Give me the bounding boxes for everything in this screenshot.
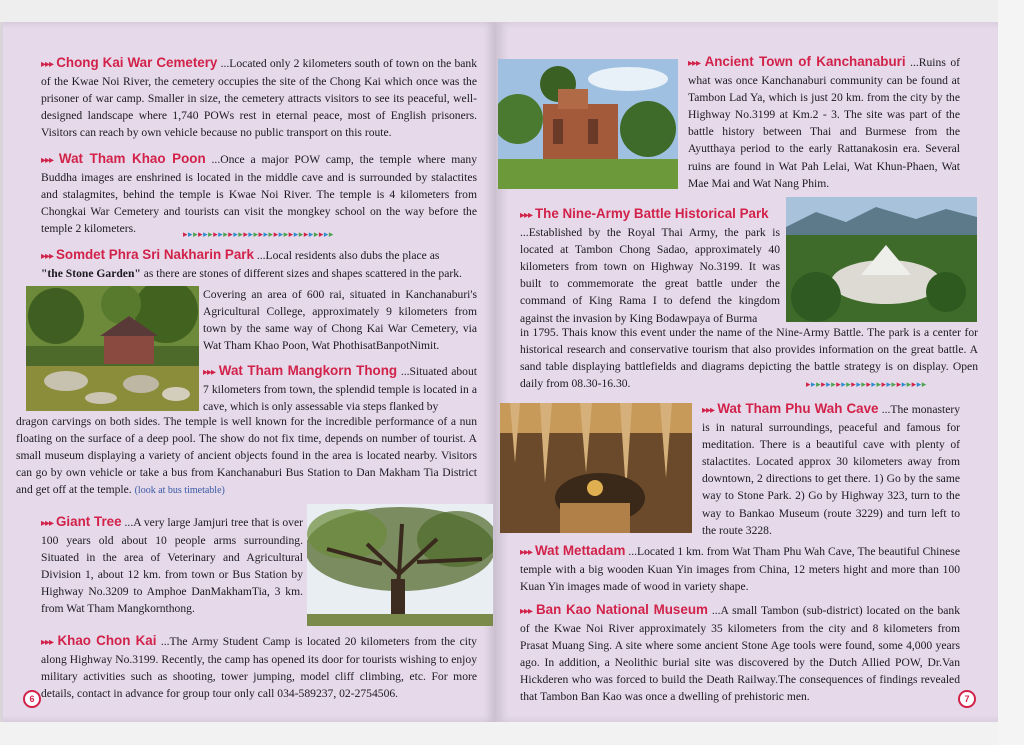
trail-arrow: ▸ (806, 379, 812, 389)
heading-arrows: ▸▸▸ (203, 367, 216, 378)
trail-arrow: ▸ (906, 379, 912, 389)
trail-arrow: ▸ (183, 229, 189, 239)
section-somdet-park-body (203, 286, 477, 354)
section-title: Khao Chon Kai (57, 633, 157, 648)
trail-arrow: ▸ (921, 379, 927, 389)
nine-army-park-photo (786, 197, 977, 322)
section-body: ...Situated about 7 kilometers from town, the splendid temple is located in a cave, which is only assessable via steps flanked by (203, 365, 477, 414)
giant-tree-photo (307, 504, 493, 626)
trail-arrow: ▸ (916, 379, 922, 389)
section-title: Ban Kao National Museum (535, 602, 708, 617)
trail-arrow: ▸ (911, 379, 917, 389)
section-body-wrap: Covering an area of 600 rai, situated in Kanchanaburi's Agricultural College, approximately 9 kilometers from town by the same way of Chong Kai War Cemetery, via Wat Tham Khao Poon, Wat PhothisatBanpotNimit. (203, 288, 477, 353)
section-body: ...Local residents also dubs the place as (256, 249, 440, 262)
section-body-continued: in 1795. Thais know this event under the name of the Nine-Army Battle. The park is a center for historical research and conservative tourism that also provides information on the great battle. A sand table displaying battlefields and diagrams depicting the battle strategy is on display. Open daily from 08.30-16.30. (520, 326, 978, 391)
trail-arrow: ▸ (851, 379, 857, 389)
stone-garden-quote: "the Stone Garden" (41, 267, 141, 281)
page-number: 6 (23, 690, 41, 708)
decorative-arrow-trail (806, 379, 927, 390)
trail-arrow: ▸ (846, 379, 852, 389)
section-body: ...A very large Jamjuri tree that is over 100 years old about 10 people arms surrounding. Situated in the area of Veterinary and Agricultural Division 1, about 12 km. from town or Bus Station by Highway No.3209 to Amphoe DanMakhamTia, 3 km. from Wat Tham Mangkornthong. (41, 516, 303, 616)
trail-arrow: ▸ (901, 379, 907, 389)
trail-arrow: ▸ (831, 379, 837, 389)
trail-arrow: ▸ (816, 379, 822, 389)
section-body-continued: dragon carvings on both sides. The temple is well known for the incredible performance of a nun floating on the surface of a deep pool. The show do not fix time, depends on number of tourist. A small museum displaying a variety of ancient objects found in the area is located nearby. Visitors can go by own vehicle or take a bus from Kanchanaburi Bus Station to Dan Makham Tia District and get off at the temple. (16, 415, 477, 497)
section-somdet-park-intro (41, 246, 477, 282)
ancient-town-ruins-photo (498, 59, 678, 189)
page-number: 7 (958, 690, 976, 708)
scan-margin-top (0, 0, 1024, 22)
section-mangkorn-body (16, 413, 477, 499)
section-title: Wat Tham Mangkorn Thong (218, 363, 398, 378)
trail-arrow: ▸ (881, 379, 887, 389)
heading-arrows: ▸▸▸ (520, 547, 533, 558)
trail-arrow: ▸ (233, 229, 239, 239)
heading-arrows: ▸▸▸ (688, 58, 701, 69)
stone-garden-photo (26, 286, 199, 411)
trail-arrow: ▸ (871, 379, 877, 389)
heading-arrows: ▸▸▸ (41, 637, 54, 648)
trail-arrow: ▸ (318, 229, 324, 239)
section-title: Chong Kai War Cemetery (56, 55, 218, 70)
heading-arrows: ▸▸▸ (702, 405, 715, 416)
trail-arrow: ▸ (228, 229, 234, 239)
scan-margin-bottom (0, 722, 1024, 745)
section-nine-army-intro (520, 205, 780, 327)
trail-arrow: ▸ (238, 229, 244, 239)
section-ban-kao (520, 601, 960, 706)
trail-arrow: ▸ (876, 379, 882, 389)
trail-arrow: ▸ (283, 229, 289, 239)
section-body: ...Established by the Royal Thai Army, the park is located at Tambon Chong Sadao, approximately 40 kilometers from town on Highway No.3199. It was built to commemorate the great battle under the command of King Rama I to defend the kingdom against the invasion by King Bodawpaya of Burma (520, 226, 780, 325)
trail-arrow: ▸ (308, 229, 314, 239)
left-page (3, 22, 496, 722)
heading-arrows: ▸▸▸ (41, 251, 54, 262)
heading-arrows: ▸▸▸ (41, 155, 54, 166)
heading-arrows: ▸▸▸ (41, 59, 54, 70)
trail-arrow: ▸ (303, 229, 309, 239)
trail-arrow: ▸ (856, 379, 862, 389)
section-body: ...Ruins of what was once Kanchanaburi community can be found at Tambon Lad Ya, which is just 20 km. from the city by the Highway No.3199 at Km.2 - 3. The site was part of the battle history between Thai and Burmese from the Ayutthaya period to the early Rattanakosin era. Several ruins are found in Wat Pah Lelai, Wat Khun-Phaen, Wat Mae Mai and Wat Nang Phim. (688, 56, 960, 190)
section-ancient-town (688, 53, 960, 192)
trail-arrow: ▸ (298, 229, 304, 239)
trail-arrow: ▸ (278, 229, 284, 239)
bus-timetable-note: (look at bus timetable) (134, 485, 225, 497)
trail-arrow: ▸ (841, 379, 847, 389)
trail-arrow: ▸ (836, 379, 842, 389)
right-page (496, 22, 998, 722)
trail-arrow: ▸ (273, 229, 279, 239)
heading-arrows: ▸▸▸ (41, 518, 54, 529)
section-title: Wat Tham Khao Poon (58, 151, 206, 166)
trail-arrow: ▸ (203, 229, 209, 239)
trail-arrow: ▸ (811, 379, 817, 389)
trail-arrow: ▸ (263, 229, 269, 239)
decorative-arrow-trail (183, 229, 334, 240)
section-mettadam (520, 542, 960, 595)
section-title: Somdet Phra Sri Nakharin Park (55, 247, 254, 262)
scan-margin-right (998, 0, 1024, 745)
trail-arrow: ▸ (223, 229, 229, 239)
heading-arrows: ▸▸▸ (520, 210, 533, 221)
trail-arrow: ▸ (268, 229, 274, 239)
trail-arrow: ▸ (323, 229, 329, 239)
trail-arrow: ▸ (866, 379, 872, 389)
section-title: The Nine-Army Battle Historical Park (534, 206, 769, 221)
section-tham-khao-poon (41, 150, 477, 237)
section-body: ...The Army Student Camp is located 20 kilometers from the city along Highway No.3199. Recently, the camp has opened its door for tourists wishing to enjoy military activities such as shooting, tower jumping, model cliff climbing, etc. For more details, contact in advance for group tour only call 034-589237, 02-2754506. (41, 635, 477, 701)
section-title: Giant Tree (56, 514, 122, 529)
trail-arrow: ▸ (248, 229, 254, 239)
section-title: Wat Tham Phu Wah Cave (717, 401, 879, 416)
trail-arrow: ▸ (243, 229, 249, 239)
section-title: Wat Mettadam (535, 543, 626, 558)
trail-arrow: ▸ (313, 229, 319, 239)
trail-arrow: ▸ (253, 229, 259, 239)
section-body: ...A small Tambon (sub-district) located on the bank of the Kwae Noi River approximately 35 kilometers from the city and 8 kilometers from Prasat Muang Sing. A site where some ancient Stone Age tools were found, some 4,000 years ago. In addition, a Neolithic burial site was discovered by the Dutch Allied POW, Dr.Van Hickderen who was forced to build the Death Railway.The consequences of findings revealed that Tambon Ban Kao was once a dwelling of prehistoric men. (520, 604, 960, 704)
section-body: ...The monastery is in natural surroundings, peaceful and famous for meditation. There is a beautiful cave with plenty of stalactites. Located approx 30 kilometers away from downtown, 2 directions to get there. 1) Go by the same way to Stone Park. 2) Go by Highway 323, turn to the way to Bankao Museum (route 3229) and turn left to the route 3228. (702, 403, 961, 537)
section-body-line: as there are stones of different sizes and shapes scattered in the park. (143, 267, 462, 281)
trail-arrow: ▸ (328, 229, 334, 239)
trail-arrow: ▸ (886, 379, 892, 389)
section-body: ...Once a major POW camp, the temple where many Buddha images are enshrined is located in the middle cave and is surrounded by stalactites and stalagmites, behind the temple is Kwae Noi River. The temple is 4 kilometers from Chongkai War Cemetery and tourists can visit the mongkey school on the way before the temple 2 kilometers. (41, 153, 478, 236)
trail-arrow: ▸ (861, 379, 867, 389)
trail-arrow: ▸ (193, 229, 199, 239)
section-body: ...Located only 2 kilometers south of town on the bank of the Kwae Noi River, the cemetery occupies the site of the Chong Kai which once was the prisoner of war camp. Smaller in size, the cemetery attracts visitors to see its peaceful, well-designed landscape where 1,740 POWs rest in eternal peace, most of English prisoners. Visitors can reach by own vehicle because no public transport on this route. (41, 57, 477, 140)
trail-arrow: ▸ (821, 379, 827, 389)
trail-arrow: ▸ (826, 379, 832, 389)
section-title: Ancient Town of Kanchanaburi (704, 54, 906, 69)
trail-arrow: ▸ (198, 229, 204, 239)
trail-arrow: ▸ (188, 229, 194, 239)
trail-arrow: ▸ (258, 229, 264, 239)
section-phu-wah (702, 400, 960, 539)
heading-arrows: ▸▸▸ (520, 606, 533, 617)
trail-arrow: ▸ (896, 379, 902, 389)
trail-arrow: ▸ (208, 229, 214, 239)
section-chong-kai (41, 54, 477, 141)
trail-arrow: ▸ (213, 229, 219, 239)
trail-arrow: ▸ (288, 229, 294, 239)
section-mangkorn-intro (203, 362, 477, 415)
trail-arrow: ▸ (891, 379, 897, 389)
trail-arrow: ▸ (218, 229, 224, 239)
phu-wah-cave-photo (500, 403, 692, 533)
section-body: ...Located 1 km. from Wat Tham Phu Wah Cave, The beautiful Chinese temple with a big wooden Kuan Yin images from China, 12 meters hight and more than 100 Kuan Yin images made of wood in variety shape. (520, 545, 960, 594)
trail-arrow: ▸ (293, 229, 299, 239)
section-khao-chon-kai (41, 632, 477, 702)
section-giant-tree (41, 513, 303, 618)
